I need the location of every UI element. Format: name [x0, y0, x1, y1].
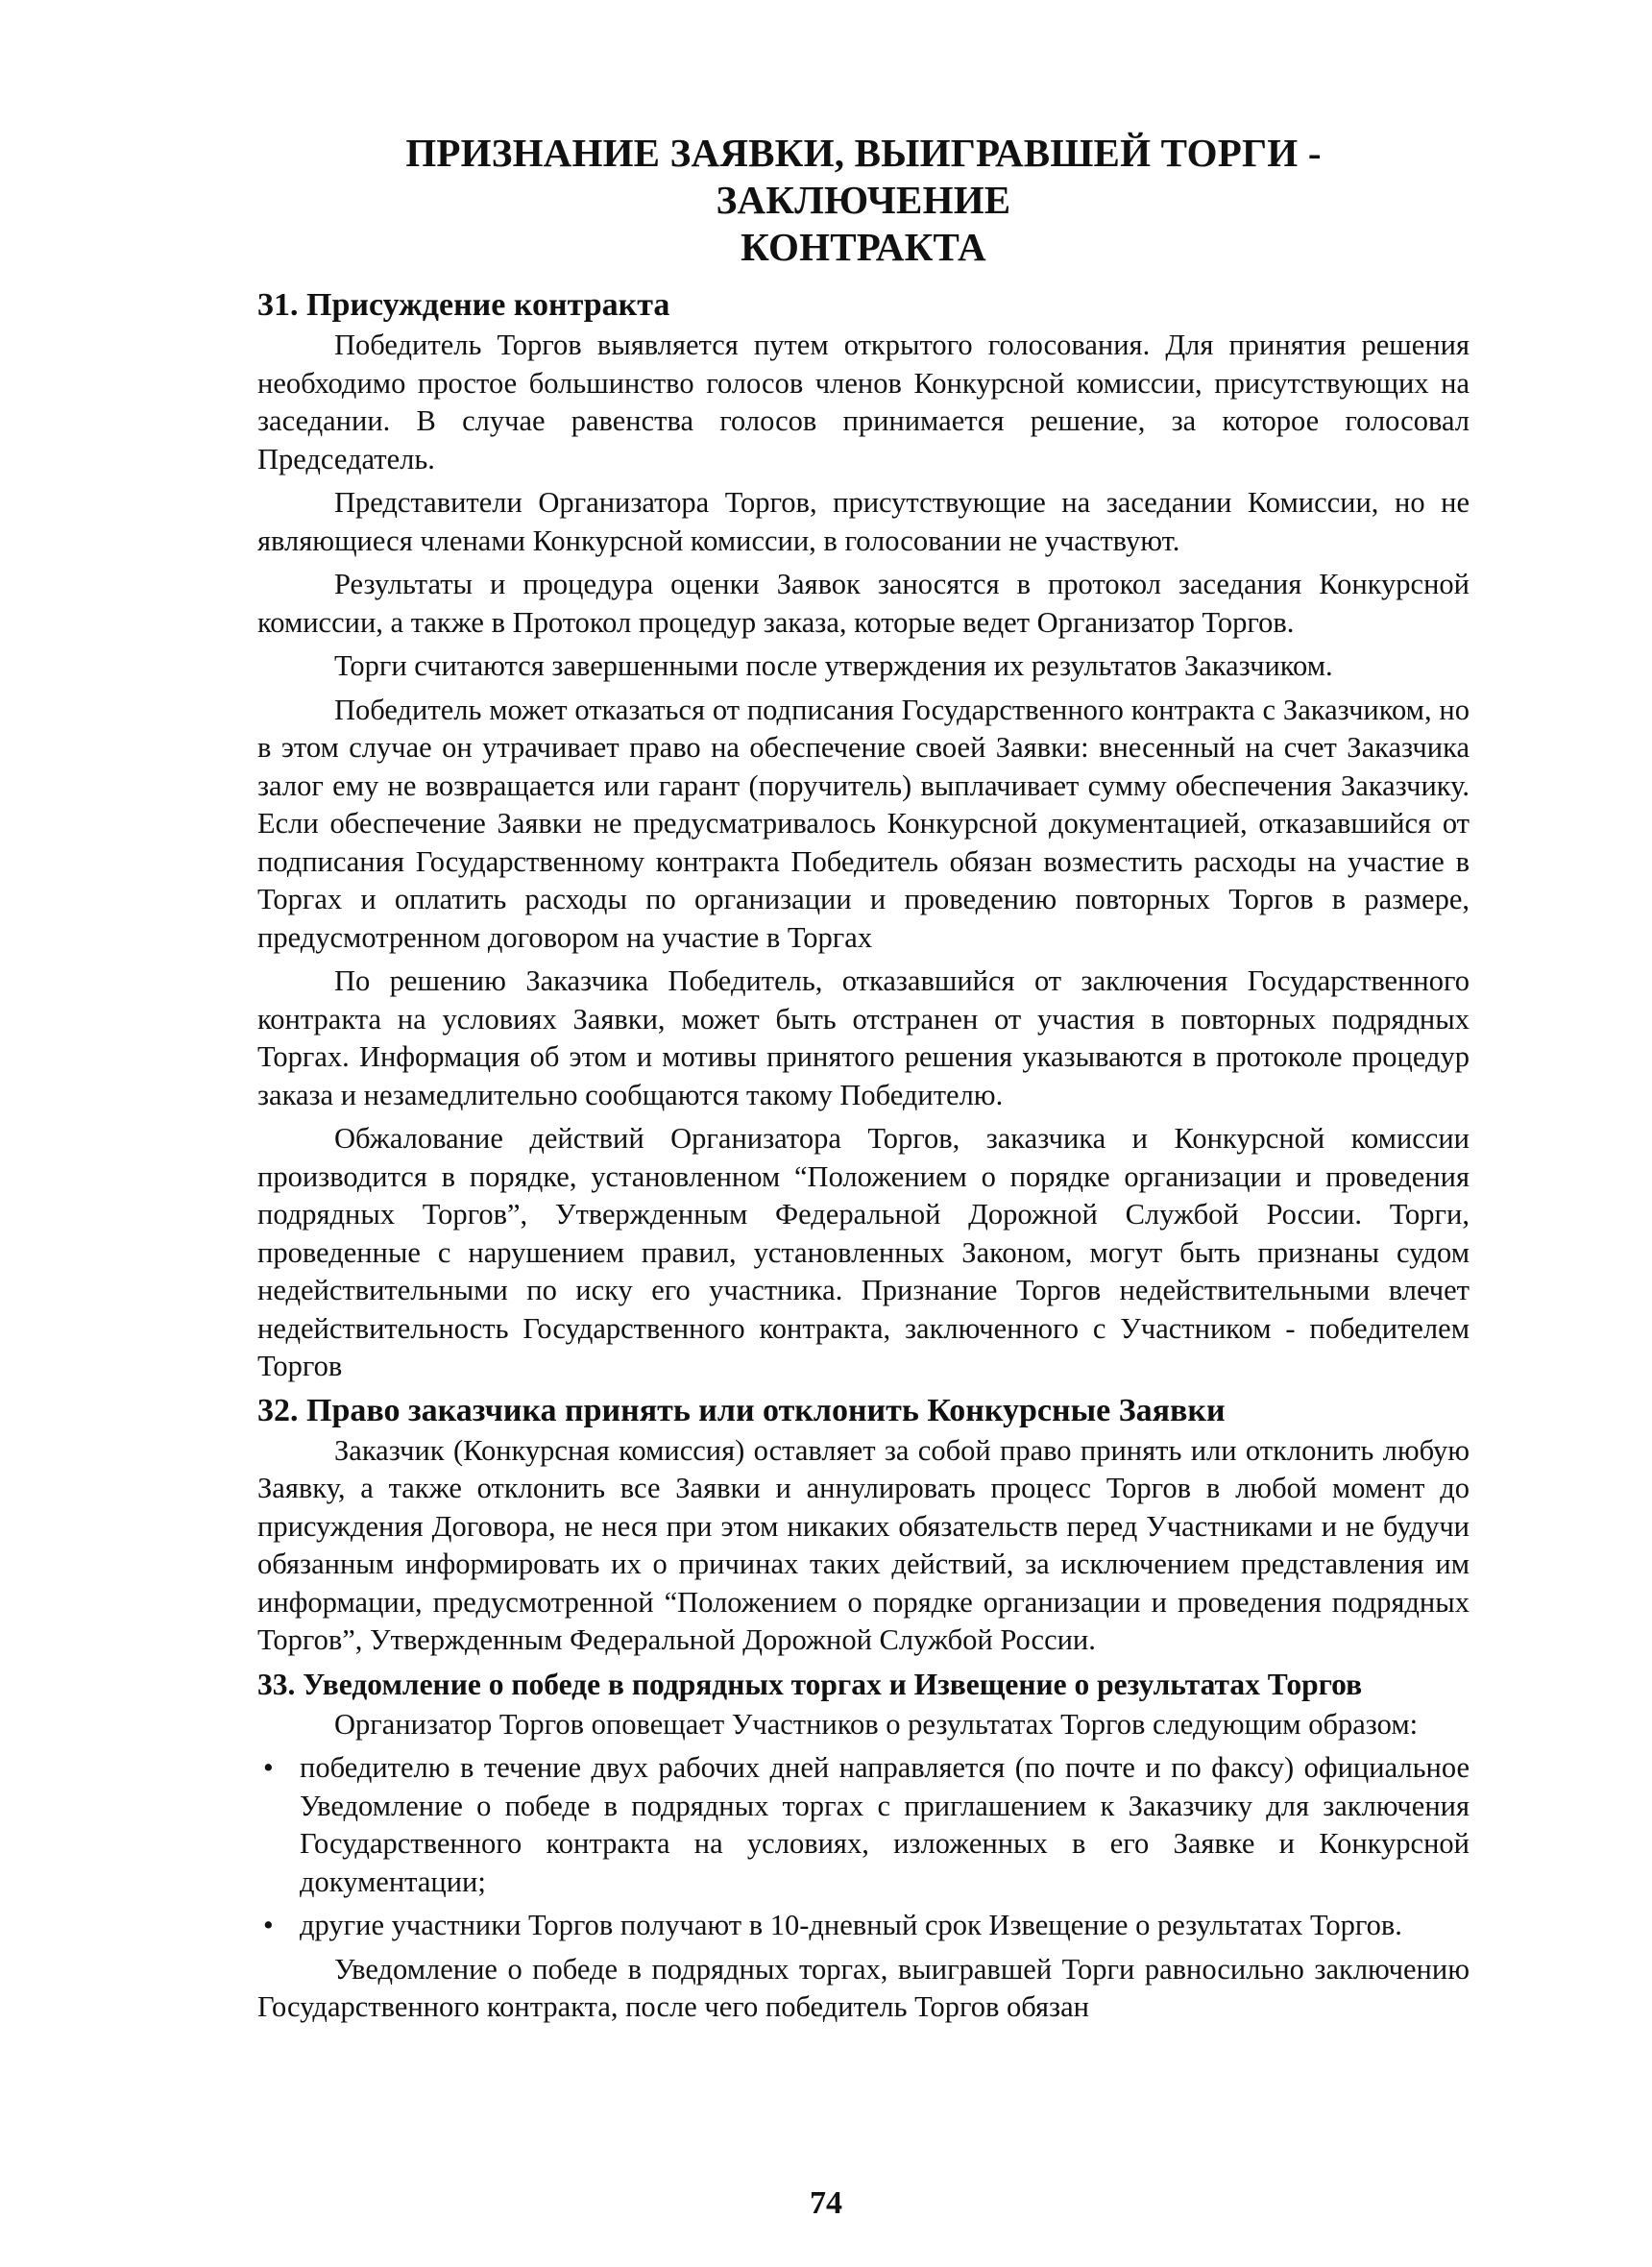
- paragraph: Торги считаются завершенными после утверждения их результатов Заказчиком.: [334, 649, 1333, 682]
- section-31: [257, 286, 1470, 1386]
- paragraph: Обжалование действий Организатора Торгов, заказчика и Конкурсной комиссии производится в порядке, установленном “Положением о порядке организации и проведения подрядных Торгов”, Утвержденным Федеральной Дорожной Службой России. Торги, проведенные с нарушением правил, установленных Законом, могут быть признаны судом недействительными по иску его участника. Признание Торгов недействительными влечет недействительность Государственного контракта, заключенного с Участником - победителем Торгов: [257, 1122, 1470, 1382]
- section-32: [257, 1392, 1470, 1660]
- paragraph: Результаты и процедура оценки Заявок заносятся в протокол заседания Конкурсной комиссии, а также в Протокол процедур заказа, которые ведет Организатор Торгов.: [257, 568, 1470, 639]
- paragraph: Заказчик (Конкурсная комиссия) оставляет за собой право принять или отклонить любую Заявку, а также отклонить все Заявки и аннулировать процесс Торгов в любой момент до присуждения Договора, не неся при этом никаких обязательств перед Участниками и не будучи обязанным информировать их о причинах таких действий, за исключением представления им информации, предусмотренной “Положением о порядке организации и проведения подрядных Торгов”, Утвержденным Федеральной Дорожной Службой России.: [257, 1433, 1470, 1656]
- document-page: [257, 130, 1470, 2033]
- paragraph: Уведомление о победе в подрядных торгах, выигравшей Торги равносильно заключению Государственного контракта, после чего победитель Торгов обязан: [257, 1952, 1470, 2023]
- bullet-list: [257, 1749, 1470, 1945]
- page-title-line-1: ПРИЗНАНИЕ ЗАЯВКИ, ВЫИГРАВШЕЙ ТОРГИ - ЗАКЛЮЧЕНИЕ: [405, 131, 1322, 222]
- section-heading: 33. Уведомление о победе в подрядных торгах и Извещение о результатах Торгов: [257, 1667, 1363, 1701]
- paragraph: Победитель может отказаться от подписания Государственного контракта с Заказчиком, но в этом случае он утрачивает право на обеспечение своей Заявки: внесенный на счет Заказчика залог ему не возвращается или гарант (поручитель) выплачивает сумму обеспечения Заказчику. Если обеспечение Заявки не предусматривалось Конкурсной документацией, отказавшийся от подписания Государственному контракта Победитель обязан возместить расходы на участие в Торгах и оплатить расходы по организации и проведению повторных Торгов в размере, предусмотренном договором на участие в Торгах: [257, 693, 1470, 954]
- page-title: [257, 130, 1470, 271]
- list-item-text: другие участники Торгов получают в 10-дневный срок Извещение о результатах Торгов.: [300, 1909, 1402, 1941]
- list-item: [257, 1749, 1470, 1901]
- paragraph: Победитель Торгов выявляется путем открытого голосования. Для принятия решения необходимо простое большинство голосов членов Конкурсной комиссии, присутствующих на заседании. В случае равенства голосов принимается решение, за которое голосовал Председатель.: [257, 329, 1470, 475]
- page-number: 74: [810, 2185, 842, 2221]
- section-heading: 32. Право заказчика принять или отклонить Конкурсные Заявки: [257, 1392, 1226, 1428]
- paragraph: Представители Организатора Торгов, присутствующие на заседании Комиссии, но не являющиеся членами Конкурсной комиссии, в голосовании не участвуют.: [257, 486, 1470, 557]
- paragraph: По решению Заказчика Победитель, отказавшийся от заключения Государственного контракта на условиях Заявки, может быть отстранен от участия в повторных подрядных Торгах. Информация об этом и мотивы принятого решения указываются в протоколе процедур заказа и незамедлительно сообщаются такому Победителю.: [257, 964, 1470, 1111]
- paragraph: Организатор Торгов оповещает Участников о результатах Торгов следующим образом:: [334, 1707, 1419, 1741]
- page-title-line-2: КОНТРАКТА: [741, 225, 986, 269]
- list-item-text: победителю в течение двух рабочих дней направляется (по почте и по факсу) официальное Уведомление о победе в подрядных торгах с приглашением к Заказчику для заключения Государственного контракта на условиях, изложенных в его Заявке и Конкурсной документации;: [300, 1751, 1470, 1898]
- section-heading: 31. Присуждение контракта: [257, 287, 670, 323]
- section-33: [257, 1666, 1470, 2027]
- list-item: [257, 1907, 1470, 1945]
- bullet-icon: •: [263, 1909, 274, 1941]
- bullet-icon: •: [263, 1751, 274, 1784]
